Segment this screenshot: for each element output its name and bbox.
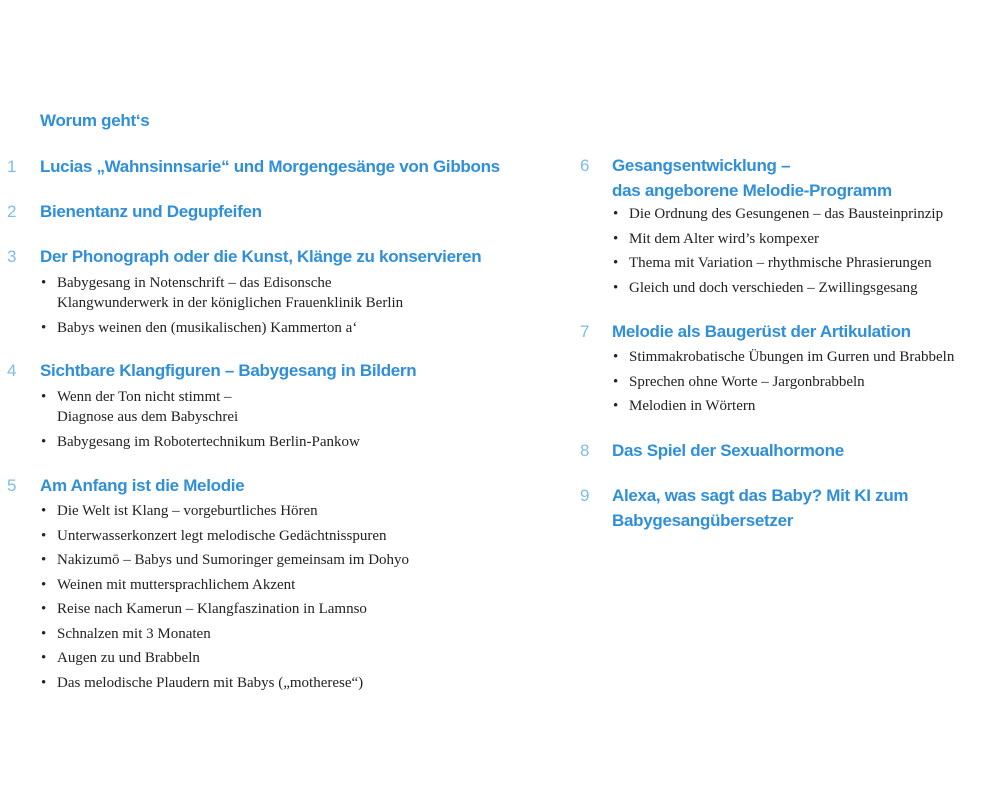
section-line: Thema mit Variation – rhythmische Phrasierungen bbox=[629, 255, 932, 271]
chapter-title[interactable] bbox=[40, 473, 244, 498]
section-item[interactable] bbox=[39, 599, 409, 619]
chapter-title-line: Sichtbare Klangfiguren – Babygesang in Bildern bbox=[40, 361, 417, 380]
section-line: Unterwasserkonzert legt melodische Gedächtnisspuren bbox=[57, 527, 387, 544]
chapter-title[interactable] bbox=[612, 153, 892, 203]
chapter-sections bbox=[39, 501, 409, 697]
chapter-sections bbox=[39, 387, 360, 456]
section-line: Sprechen ohne Worte – Jargonbrabbeln bbox=[629, 373, 865, 390]
section-line: Stimmakrobatische Übungen im Gurren und Brabbeln bbox=[629, 349, 955, 365]
chapter-title[interactable] bbox=[40, 244, 481, 269]
bullet-icon: • bbox=[41, 552, 47, 568]
chapter-sections bbox=[611, 347, 954, 421]
section-line: Diagnose aus dem Babyschrei bbox=[57, 409, 239, 425]
chapter-title-line: Der Phonograph oder die Kunst, Klänge zu konservieren bbox=[40, 247, 482, 266]
section-item[interactable] bbox=[611, 204, 943, 224]
bullet-icon: • bbox=[41, 527, 47, 544]
chapter-title-line: Melodie als Baugerüst der Artikulation bbox=[612, 322, 911, 341]
chapter-title[interactable] bbox=[40, 154, 500, 179]
section-item[interactable] bbox=[39, 526, 409, 546]
section-item[interactable] bbox=[39, 624, 409, 644]
section-item[interactable] bbox=[39, 387, 360, 427]
section-item[interactable] bbox=[39, 673, 409, 693]
section-item[interactable] bbox=[39, 575, 409, 595]
chapter-title-line: Babygesangübersetzer bbox=[612, 511, 794, 530]
bullet-icon: • bbox=[41, 319, 47, 336]
section-line: Das melodische Plaudern mit Babys („motherese“) bbox=[57, 674, 364, 691]
section-item[interactable] bbox=[611, 278, 943, 298]
section-item[interactable] bbox=[611, 396, 954, 416]
section-line: Mit dem Alter wird’s kompexer bbox=[629, 230, 819, 247]
chapter-number: 8 bbox=[580, 441, 590, 460]
chapter-title-line: Am Anfang ist die Melodie bbox=[40, 476, 245, 495]
section-line: Melodien in Wörtern bbox=[629, 398, 756, 414]
chapter-number: 7 bbox=[580, 322, 590, 341]
bullet-icon: • bbox=[613, 373, 619, 390]
section-item[interactable] bbox=[39, 550, 409, 570]
bullet-icon: • bbox=[613, 230, 619, 247]
chapter-sections bbox=[611, 204, 943, 302]
bullet-icon: • bbox=[41, 503, 47, 519]
section-item[interactable] bbox=[611, 372, 954, 392]
chapter-number: 6 bbox=[580, 156, 590, 175]
chapter-title[interactable] bbox=[40, 358, 416, 383]
bullet-icon: • bbox=[613, 349, 619, 365]
section-item[interactable] bbox=[39, 501, 409, 521]
bullet-icon: • bbox=[613, 206, 619, 222]
section-line: Weinen mit muttersprachlichem Akzent bbox=[57, 576, 296, 593]
chapter-title-line: Gesangsentwicklung – bbox=[612, 156, 791, 175]
chapter-title[interactable] bbox=[612, 438, 844, 463]
bullet-icon: • bbox=[41, 275, 47, 291]
section-line: Die Ordnung des Gesungenen – das Bausteinprinzip bbox=[629, 206, 944, 222]
section-line: Gleich und doch verschieden – Zwillingsgesang bbox=[629, 279, 918, 296]
chapter-title-line: Alexa, was sagt das Baby? Mit KI zum bbox=[612, 486, 909, 505]
section-item[interactable] bbox=[611, 347, 954, 367]
section-line: Augen zu und Brabbeln bbox=[57, 650, 200, 666]
section-item[interactable] bbox=[39, 432, 360, 452]
section-item[interactable] bbox=[611, 229, 943, 249]
chapter-title-line: Bienentanz und Degupfeifen bbox=[40, 202, 262, 221]
chapter-number: 5 bbox=[7, 476, 17, 495]
intro-heading: Worum geht‘s bbox=[40, 111, 150, 130]
chapter-number: 1 bbox=[7, 157, 17, 176]
bullet-icon: • bbox=[613, 255, 619, 271]
bullet-icon: • bbox=[41, 433, 47, 450]
bullet-icon: • bbox=[41, 601, 47, 617]
chapter-title-line: Lucias „Wahnsinnsarie“ und Morgengesänge von Gibbons bbox=[40, 157, 500, 176]
bullet-icon: • bbox=[41, 650, 47, 666]
section-line: Babys weinen den (musikalischen) Kammerton a‘ bbox=[57, 319, 358, 336]
section-line: Babygesang im Robotertechnikum Berlin-Pankow bbox=[57, 433, 360, 450]
bullet-icon: • bbox=[613, 279, 619, 296]
section-line: Babygesang in Notenschrift – das Edisonsche bbox=[57, 275, 332, 291]
chapter-number: 3 bbox=[7, 247, 17, 266]
bullet-icon: • bbox=[41, 674, 47, 691]
section-line: Reise nach Kamerun – Klangfaszination in Lamnso bbox=[57, 601, 367, 617]
bullet-icon: • bbox=[41, 625, 47, 642]
section-line: Schnalzen mit 3 Monaten bbox=[57, 625, 211, 642]
chapter-number: 2 bbox=[7, 202, 17, 221]
chapter-title-line: das angeborene Melodie-Programm bbox=[612, 181, 892, 200]
section-line: Klangwunderwerk in der königlichen Frauenklinik Berlin bbox=[57, 295, 404, 311]
bullet-icon: • bbox=[41, 576, 47, 593]
section-line: Nakizumō – Babys und Sumoringer gemeinsam im Dohyo bbox=[57, 552, 410, 568]
chapter-title[interactable] bbox=[612, 319, 911, 344]
bullet-icon: • bbox=[613, 398, 619, 414]
section-item[interactable] bbox=[39, 318, 403, 338]
section-line: Wenn der Ton nicht stimmt – bbox=[57, 389, 232, 405]
bullet-icon: • bbox=[41, 389, 47, 405]
section-item[interactable] bbox=[39, 273, 403, 313]
section-line: Die Welt ist Klang – vorgeburtliches Hören bbox=[57, 503, 318, 519]
chapter-number: 9 bbox=[580, 486, 590, 505]
section-item[interactable] bbox=[39, 648, 409, 668]
chapter-number: 4 bbox=[7, 361, 17, 380]
section-item[interactable] bbox=[611, 253, 943, 273]
chapter-title[interactable] bbox=[612, 483, 908, 533]
chapter-sections bbox=[39, 273, 403, 342]
chapter-title[interactable] bbox=[40, 199, 262, 224]
chapter-title-line: Das Spiel der Sexualhormone bbox=[612, 441, 844, 460]
